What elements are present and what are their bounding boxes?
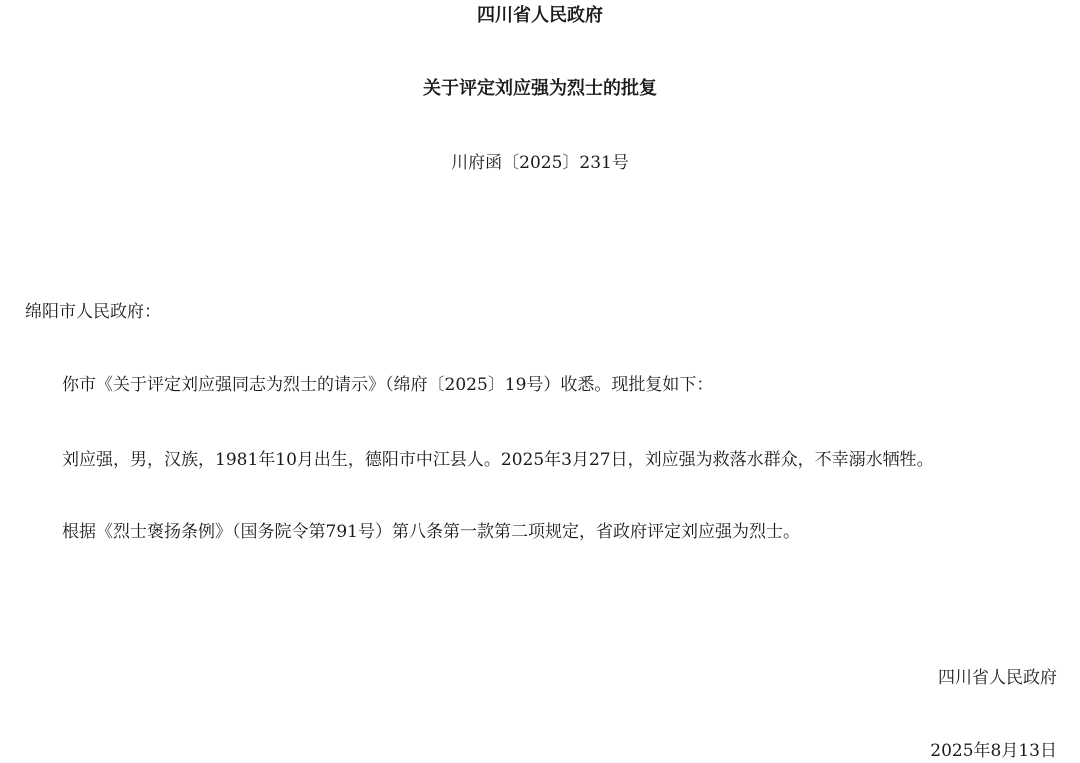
document-number: 川府函〔2025〕231号 [451, 153, 629, 173]
signature-date: 2025年8月13日 [930, 741, 1057, 761]
document-title: 关于评定刘应强为烈士的批复 [423, 78, 657, 99]
addressee: 绵阳市人民政府： [25, 302, 161, 322]
body-paragraph: 根据《烈士褒扬条例》（国务院令第791号）第八条第一款第二项规定，省政府评定刘应强为烈士。 [62, 522, 800, 542]
body-paragraph: 你市《关于评定刘应强同志为烈士的请示》（绵府〔2025〕19号）收悉。现批复如下： [62, 375, 714, 395]
signature-organization: 四川省人民政府 [938, 668, 1057, 688]
body-paragraph: 刘应强，男，汉族，1981年10月出生，德阳市中江县人。2025年3月27日，刘应强为救落水群众，不幸溺水牺牲。 [62, 450, 934, 470]
issuer-header: 四川省人民政府 [477, 5, 603, 26]
